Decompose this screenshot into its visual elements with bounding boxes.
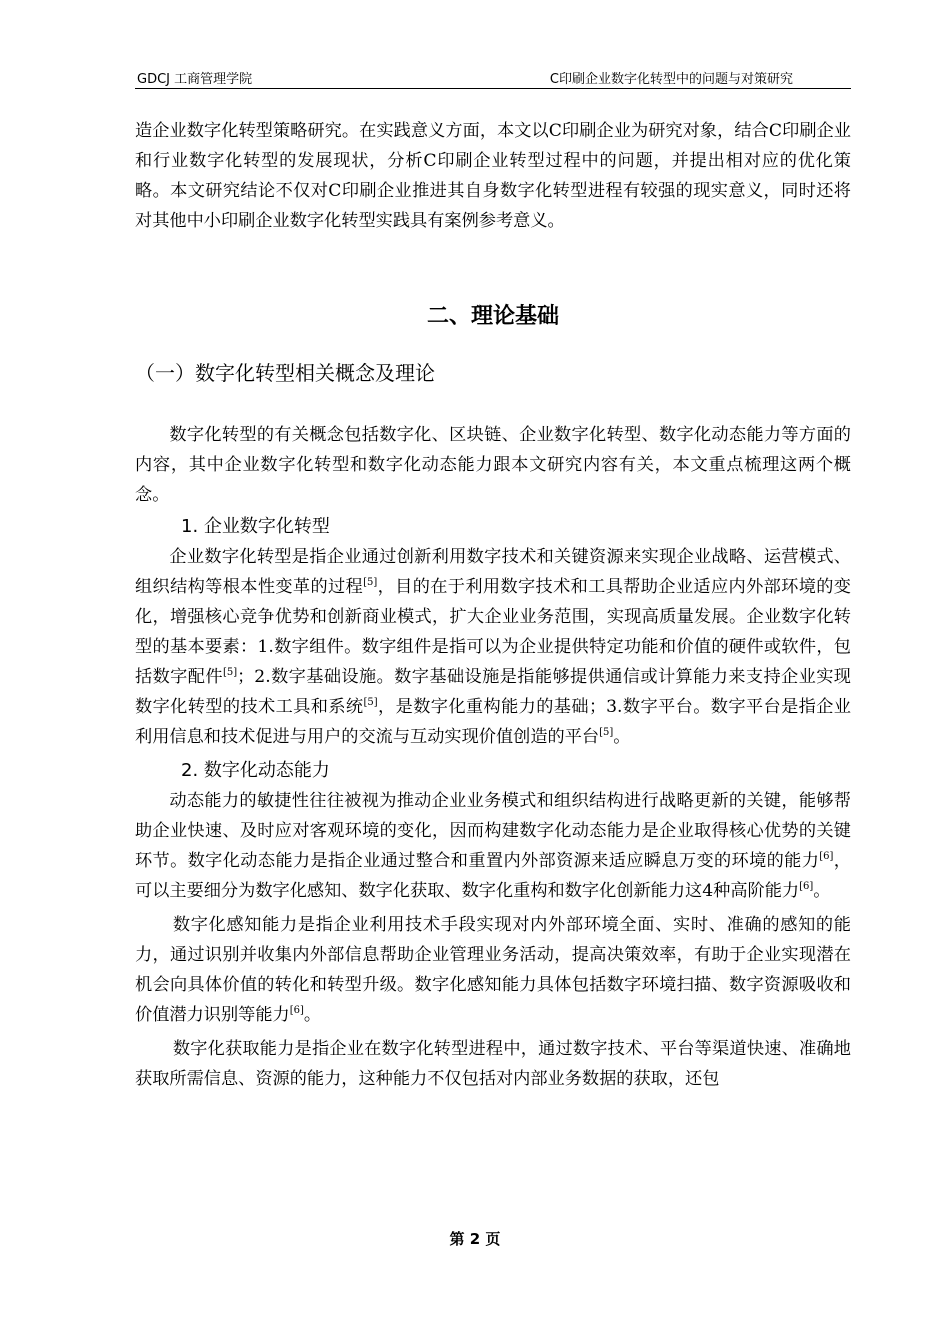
citation: [5] xyxy=(363,577,378,588)
subsection-2-paragraph-1: 动态能力的敏捷性往往被视为推动企业业务模式和组织结构进行战略更新的关键，能够帮助企业快速、及时应对客观环境的变化，因而构建数字化动态能力是企业取得核心优势的关键环节。数字化动态能力是指企业通过整合和重置内外部资源来适应瞬息万变的环境的能力[6]，可以主要细分为数字化感知、数字化获取、数字化重构和数字化创新能力这4种高阶能力[6]。 xyxy=(135,791,851,901)
citation: [6] xyxy=(289,1005,304,1016)
subsection-2-paragraph-3: 数字化获取能力是指企业在数字化转型进程中，通过数字技术、平台等渠道快速、准确地获取所需信息、资源的能力，这种能力不仅包括对内部业务数据的获取，还包 xyxy=(135,1039,851,1089)
citation: [5] xyxy=(222,667,238,678)
chapter-title: 二、理论基础 xyxy=(426,304,559,329)
header-institution: GDCJ 工商管理学院 xyxy=(137,72,253,87)
citation: [5] xyxy=(599,727,614,738)
header-thesis-title: C印刷企业数字化转型中的问题与对策研究 xyxy=(549,72,793,87)
subsection-title-2: 2. 数字化动态能力 xyxy=(181,760,330,781)
citation: [6] xyxy=(799,881,814,892)
section-intro-paragraph: 数字化转型的有关概念包括数字化、区块链、企业数字化转型、数字化动态能力等方面的内容，其中企业数字化转型和数字化动态能力跟本文研究内容有关，本文重点梳理这两个概念。 xyxy=(135,425,851,505)
subsection-2-paragraph-2: 数字化感知能力是指企业利用技术手段实现对内外部环境全面、实时、准确的感知的能力，通过识别并收集内外部信息帮助企业管理业务活动，提高决策效率，有助于企业实现潜在机会向具体价值的转化和转型升级。数字化感知能力具体包括数字环境扫描、数字资源吸收和价值潜力识别等能力[6]。 xyxy=(135,915,851,1025)
subsection-1-paragraph: 企业数字化转型是指企业通过创新利用数字技术和关键资源来实现企业战略、运营模式、组织结构等根本性变革的过程[5]，目的在于利用数字技术和工具帮助企业适应内外部环境的变化，增强核心竞争优势和创新商业模式，扩大企业业务范围，实现高质量发展。企业数字化转型的基本要素：1.数字组件。数字组件是指可以为企业提供特定功能和价值的硬件或软件，包括数字配件[5]；2.数字基础设施。数字基础设施是指能够提供通信或计算能力来支持企业实现数字化转型的技术工具和系统[5]，是数字化重构能力的基础；3.数字平台。数字平台是指企业利用信息和技术促进与用户的交流与互动实现价值创造的平台[5]。 xyxy=(135,547,851,747)
citation: [6] xyxy=(819,851,834,862)
page-body xyxy=(135,116,851,1094)
page-number: 第 2 页 xyxy=(449,1230,501,1248)
intro-paragraph: 造企业数字化转型策略研究。在实践意义方面，本文以C印刷企业为研究对象，结合C印刷企业和行业数字化转型的发展现状，分析C印刷企业转型过程中的问题，并提出相对应的优化策略。本文研究结论不仅对C印刷企业推进其自身数字化转型进程有较强的现实意义，同时还将对其他中小印刷企业数字化转型实践具有案例参考意义。 xyxy=(135,121,851,231)
subsection-title-1: 1. 企业数字化转型 xyxy=(181,516,330,537)
citation: [5] xyxy=(363,697,378,708)
page-header xyxy=(135,66,851,89)
section-title: （一）数字化转型相关概念及理论 xyxy=(135,361,435,385)
